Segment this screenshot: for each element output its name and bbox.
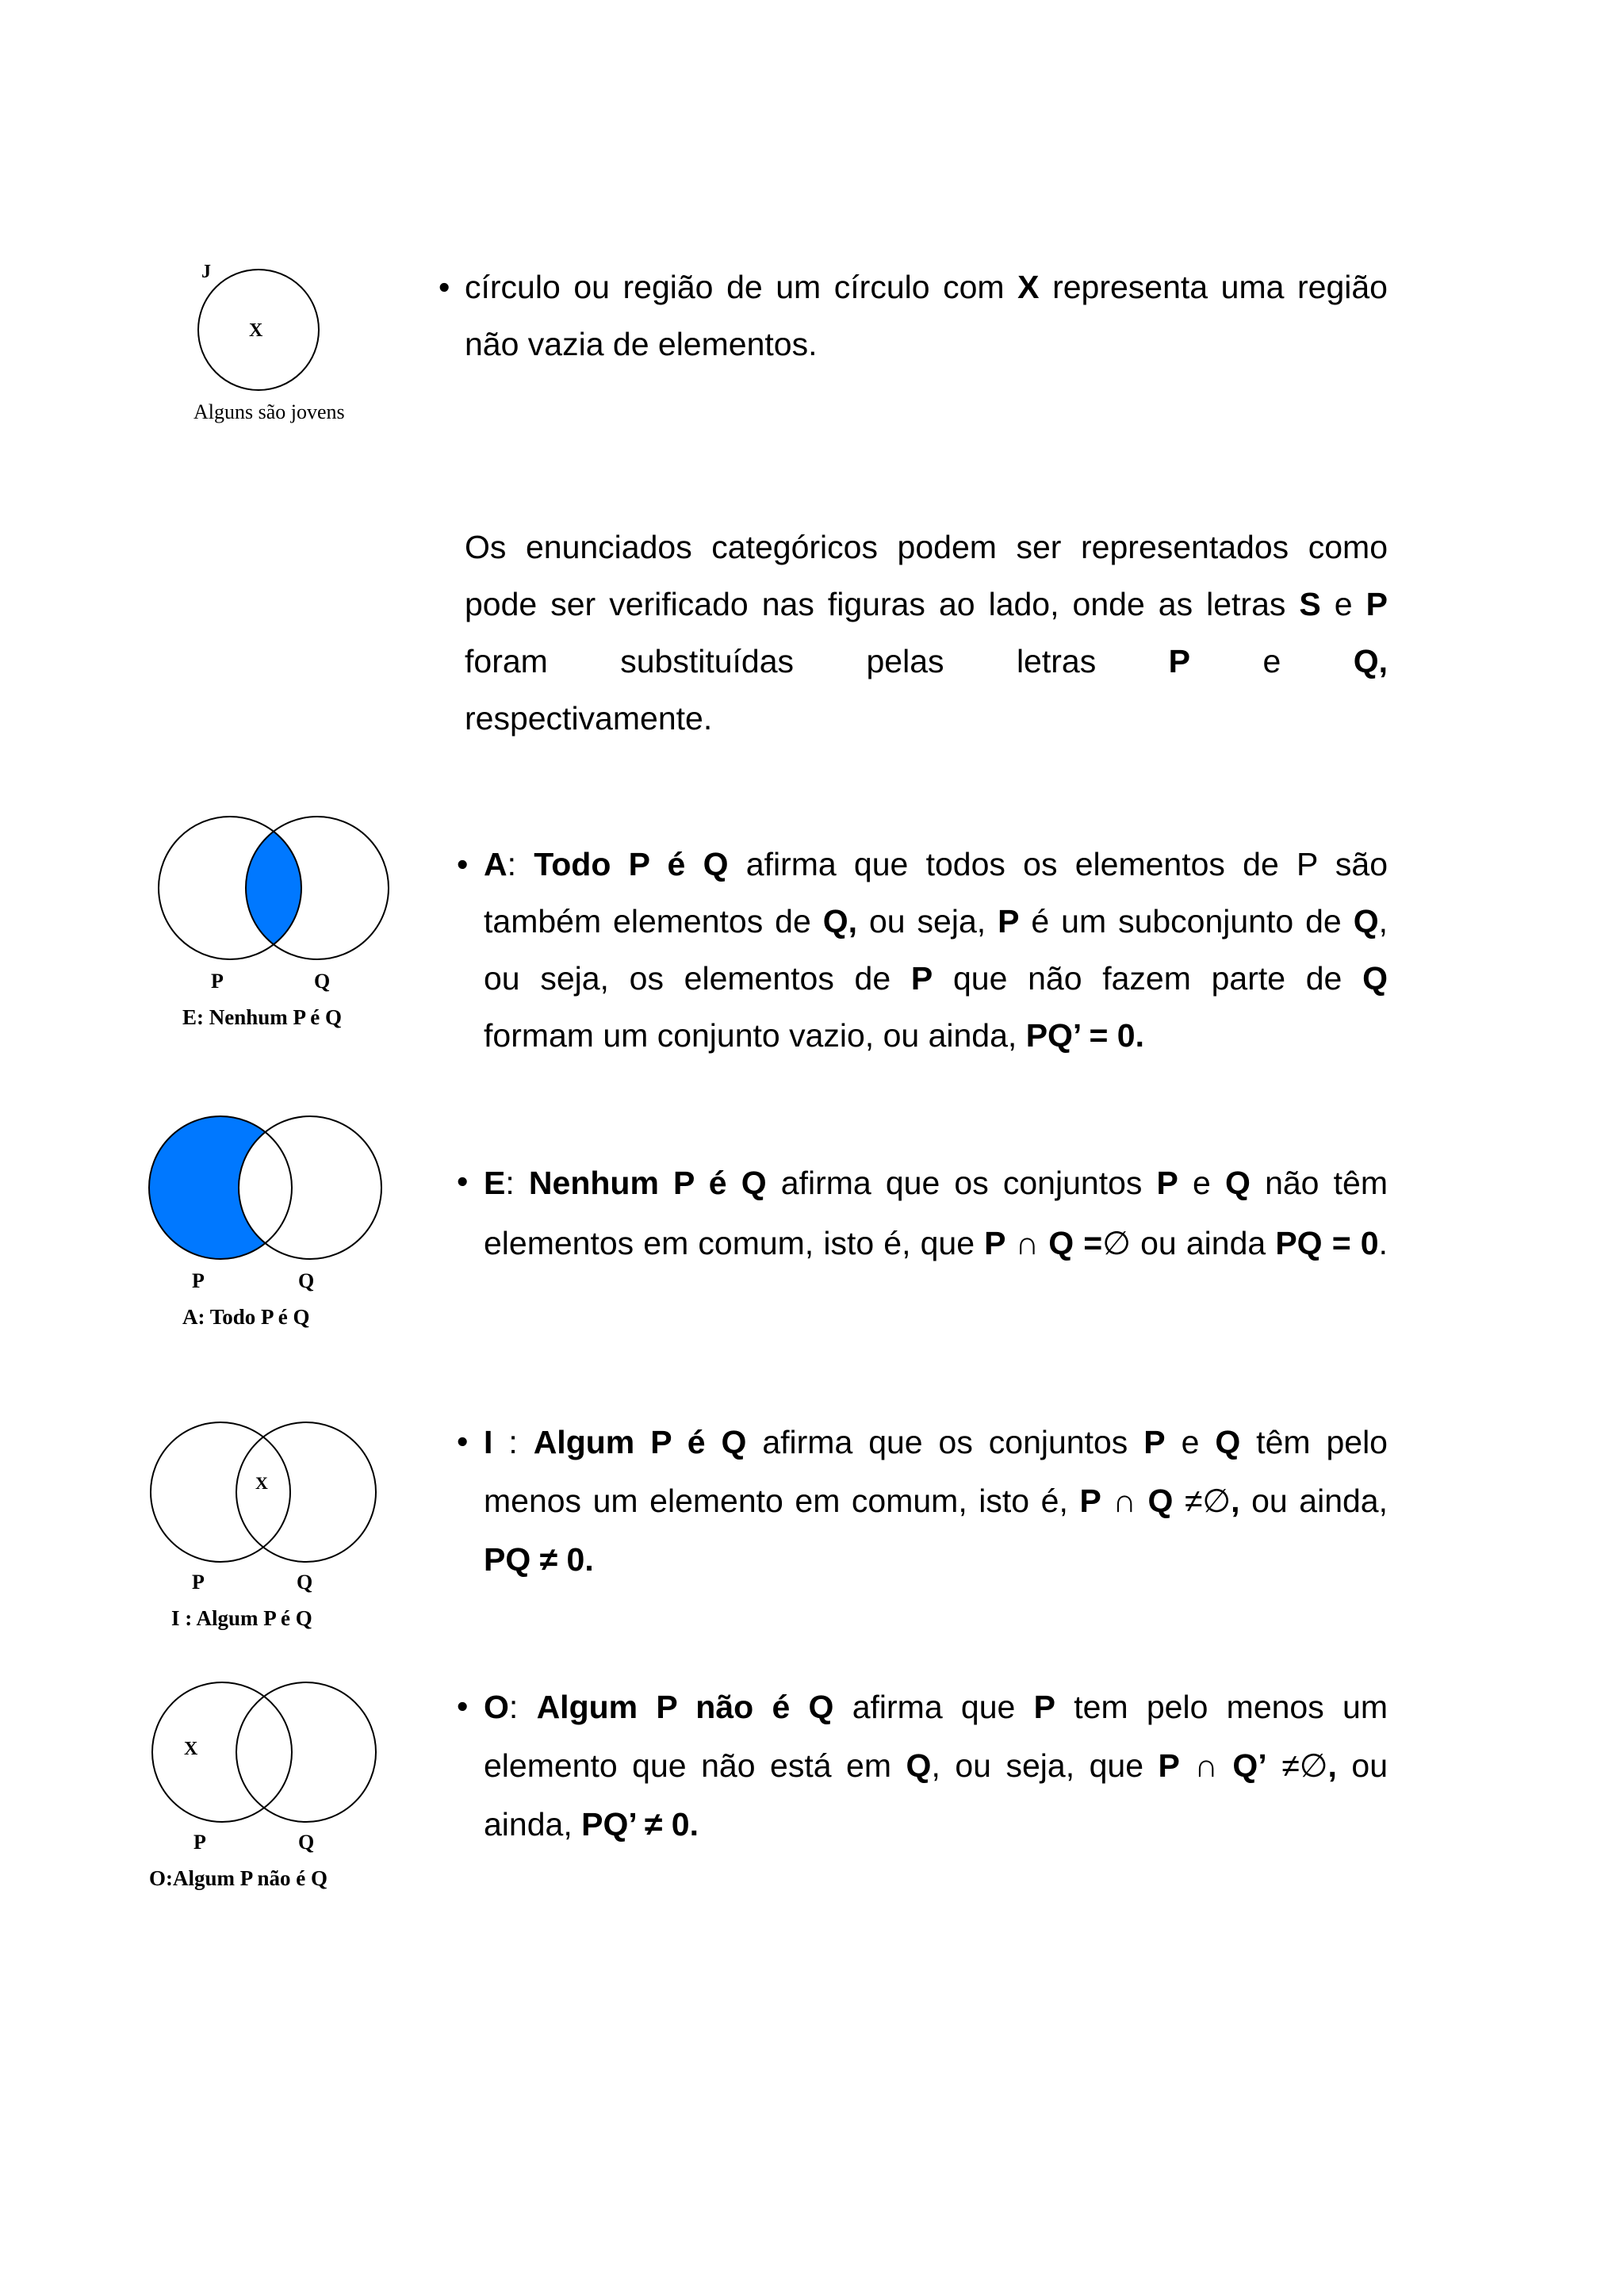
text-line: elementos em comum, isto é, que P ∩ Q =∅ ou ainda PQ = 0. bbox=[484, 1225, 1388, 1261]
text-line: também elementos de Q, ou seja, P é um subconjunto de Q, bbox=[484, 903, 1388, 939]
venn-figure-no-p-is-q bbox=[151, 809, 404, 1039]
label-q: Q bbox=[314, 970, 331, 993]
text-line: respectivamente. bbox=[465, 700, 713, 737]
text-line: E: Nenhum P é Q afirma que os conjuntos P e Q não têm bbox=[484, 1165, 1388, 1201]
paragraph-a-universal-affirmative bbox=[484, 836, 1388, 1064]
circle-p bbox=[152, 1682, 292, 1822]
set-label-j: J bbox=[201, 262, 211, 282]
text-line: Os enunciados categóricos podem ser representados como bbox=[465, 529, 1388, 565]
label-q: Q bbox=[298, 1269, 315, 1292]
text-line: ou seja, os elementos de P que não fazem parte de Q bbox=[484, 960, 1388, 997]
text-line: pode ser verificado nas figuras ao lado, onde as letras S e P bbox=[465, 586, 1388, 622]
figure-caption: A: Todo P é Q bbox=[182, 1305, 310, 1329]
label-q: Q bbox=[297, 1571, 313, 1594]
figure-caption: O:Algum P não é Q bbox=[149, 1866, 328, 1890]
text-line: formam um conjunto vazio, ou ainda, PQ’ = 0. bbox=[484, 1017, 1144, 1054]
label-p: P bbox=[192, 1571, 205, 1594]
text-line: A: Todo P é Q afirma que todos os elementos de P são bbox=[484, 846, 1388, 882]
paragraph-x-region bbox=[465, 258, 1388, 373]
text-line: elemento que não está em Q, ou seja, que P ∩ Q’ ≠∅, ou bbox=[484, 1747, 1388, 1784]
bullet: • bbox=[457, 1163, 469, 1200]
bullet: • bbox=[457, 846, 469, 882]
bullet: • bbox=[457, 1688, 469, 1724]
venn-figure-some-p-is-not-q bbox=[135, 1673, 389, 1903]
circle-p bbox=[151, 1422, 290, 1562]
figure-caption: Alguns são jovens bbox=[193, 400, 345, 423]
venn-figure-all-p-is-q bbox=[133, 1108, 387, 1338]
figure-caption: E: Nenhum P é Q bbox=[182, 1005, 343, 1029]
text-line: foram substituídas pelas letras P e Q, bbox=[465, 643, 1388, 679]
text-line: I : Algum P é Q afirma que os conjuntos P e Q têm pelo bbox=[484, 1424, 1388, 1460]
mark-x: X bbox=[255, 1473, 268, 1493]
paragraph-intro bbox=[465, 519, 1388, 747]
text-line: menos um elemento em comum, isto é, P ∩ Q ≠∅, ou ainda, bbox=[484, 1483, 1388, 1519]
venn-figure-some-p-is-q bbox=[133, 1413, 387, 1643]
paragraph-e-universal-negative bbox=[484, 1153, 1388, 1273]
label-p: P bbox=[211, 970, 224, 993]
bullet: • bbox=[439, 269, 450, 305]
text-line: O: Algum P não é Q afirma que P tem pelo menos um bbox=[484, 1689, 1388, 1725]
label-p: P bbox=[192, 1269, 205, 1292]
mark-x: X bbox=[249, 320, 263, 341]
label-p: P bbox=[193, 1831, 206, 1854]
label-q: Q bbox=[298, 1831, 315, 1854]
paragraph-i-particular-affirmative bbox=[484, 1413, 1388, 1589]
figure-caption: I : Algum P é Q bbox=[171, 1606, 312, 1630]
paragraph-o-particular-negative bbox=[484, 1678, 1388, 1854]
text-line: ainda, PQ’ ≠ 0. bbox=[484, 1806, 699, 1843]
bullet: • bbox=[457, 1423, 469, 1460]
text-line: PQ ≠ 0. bbox=[484, 1541, 594, 1578]
text-line: círculo ou região de um círculo com X representa uma região bbox=[465, 269, 1388, 305]
circle-q bbox=[236, 1682, 376, 1822]
text-line: não vazia de elementos. bbox=[465, 326, 818, 362]
venn-figure-some-are-young bbox=[182, 254, 389, 428]
mark-x: X bbox=[184, 1739, 198, 1759]
